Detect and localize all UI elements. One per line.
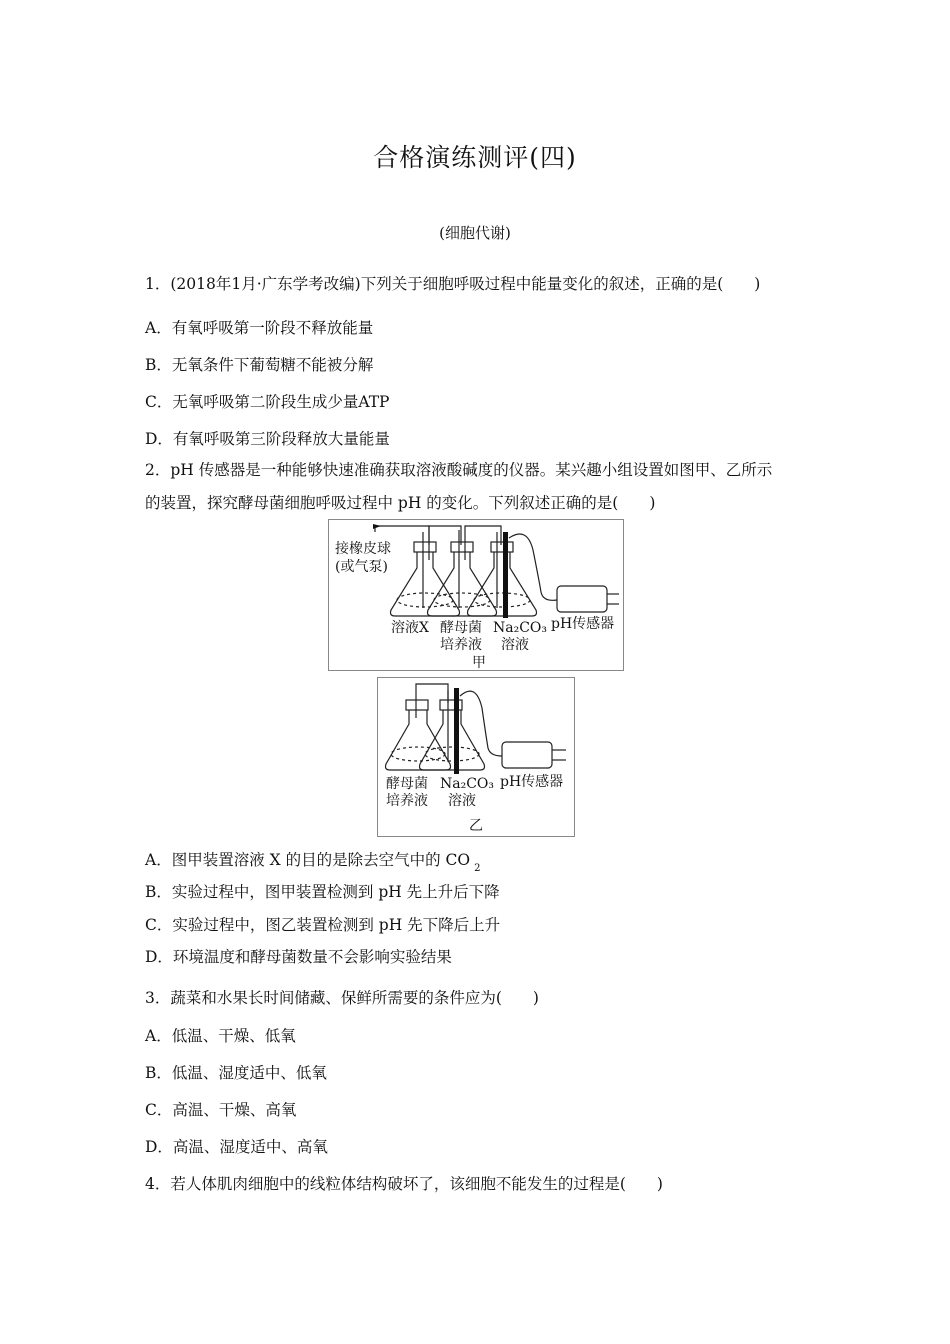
q2-option-c: C．实验过程中，图乙装置检测到 pH 先下降后上升 <box>145 916 501 934</box>
q2-option-d: D．环境温度和酵母菌数量不会影响实验结果 <box>145 948 452 966</box>
page-subtitle: (细胞代谢) <box>439 224 511 242</box>
flask2-label-1: 酵母菌 <box>440 620 482 636</box>
q3-stem: 3．蔬菜和水果长时间储藏、保鲜所需要的条件应为( ) <box>145 989 539 1007</box>
figure-jia <box>328 519 624 671</box>
q2-option-a-text: A．图甲装置溶液 X 的目的是除去空气中的 CO <box>145 851 471 869</box>
apparatus-yi-diagram <box>378 678 574 836</box>
q1-stem: 1．(2018年1月·广东学考改编)下列关于细胞呼吸过程中能量变化的叙述，正确的是( ) <box>145 275 761 293</box>
figure-jia-caption: 甲 <box>472 655 486 670</box>
flask3-label-2: 溶液 <box>501 637 529 653</box>
pump-label-2: (或气泵) <box>335 559 388 575</box>
flask3-label-1: Na₂CO₃ <box>493 620 548 636</box>
q1-option-a: A．有氧呼吸第一阶段不释放能量 <box>145 319 374 337</box>
q3-option-a: A．低温、干燥、低氧 <box>145 1027 296 1045</box>
figure-yi <box>377 677 575 837</box>
q1-option-c: C．无氧呼吸第二阶段生成少量ATP <box>145 393 390 411</box>
pump-label-1: 接橡皮球 <box>335 541 391 557</box>
q2-option-a-subscript: 2 <box>474 863 481 874</box>
yi-flask2-label-1: Na₂CO₃ <box>440 776 495 792</box>
q2-option-b: B．实验过程中，图甲装置检测到 pH 先上升后下降 <box>145 883 500 901</box>
flask1-label: 溶液X <box>391 620 429 636</box>
q1-option-d: D．有氧呼吸第三阶段释放大量能量 <box>145 430 390 448</box>
q4-stem: 4．若人体肌肉细胞中的线粒体结构破坏了，该细胞不能发生的过程是( ) <box>145 1175 663 1193</box>
yi-flask1-label-2: 培养液 <box>386 793 428 809</box>
flask2-label-2: 培养液 <box>440 637 482 653</box>
q3-option-c: C．高温、干燥、高氧 <box>145 1101 297 1119</box>
q1-option-b: B．无氧条件下葡萄糖不能被分解 <box>145 356 374 374</box>
q2-option-a <box>145 848 481 874</box>
q3-option-b: B．低温、湿度适中、低氧 <box>145 1064 327 1082</box>
yi-flask2-label-2: 溶液 <box>448 793 476 809</box>
yi-sensor-label: pH传感器 <box>500 774 564 790</box>
yi-flask1-label-1: 酵母菌 <box>386 776 428 792</box>
page-title: 合格演练测评(四) <box>373 143 577 172</box>
q2-stem-line1: 2．pH 传感器是一种能够快速准确获取溶液酸碱度的仪器。某兴趣小组设置如图甲、乙所示 <box>145 461 773 479</box>
apparatus-jia-diagram <box>329 520 623 670</box>
q3-option-d: D．高温、湿度适中、高氧 <box>145 1138 328 1156</box>
sensor-label: pH传感器 <box>551 616 615 632</box>
q2-stem-line2: 的装置，探究酵母菌细胞呼吸过程中 pH 的变化。下列叙述正确的是( ) <box>145 494 656 512</box>
figure-yi-caption: 乙 <box>469 818 483 834</box>
